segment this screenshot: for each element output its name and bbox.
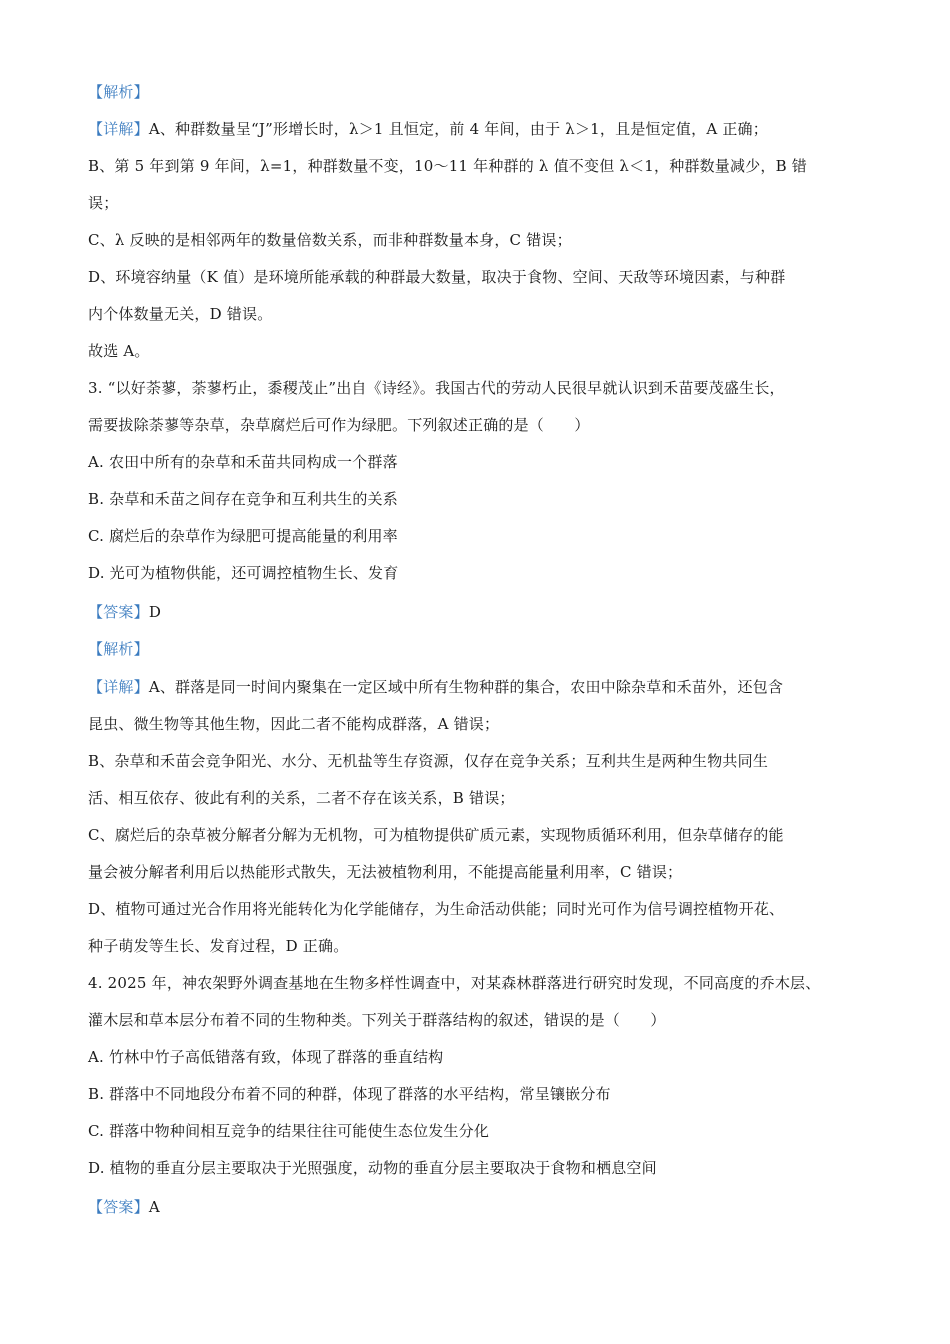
q3-option-b: B. 杂草和禾苗之间存在竞争和互利共生的关系 xyxy=(88,490,398,508)
q4-option-b: B. 群落中不同地段分布着不同的种群，体现了群落的水平结构，常呈镶嵌分布 xyxy=(88,1085,611,1103)
q3-detail-line: B、杂草和禾苗会竞争阳光、水分、无机盐等生存资源，仅存在竞争关系；互利共生是两种生物共同生 xyxy=(88,752,769,770)
q4-stem-line: 灌木层和草本层分布着不同的生物种类。下列关于群落结构的叙述，错误的是（ ） xyxy=(88,1011,666,1029)
q3-option-a: A. 农田中所有的杂草和禾苗共同构成一个群落 xyxy=(88,453,398,471)
q3-detail-line: D、植物可通过光合作用将光能转化为化学能储存，为生命活动供能；同时光可作为信号调控植物开花、 xyxy=(88,900,785,918)
q3-detail-line: 【详解】A、群落是同一时间内聚集在一定区域中所有生物种群的集合，农田中除杂草和禾苗外，还包含 xyxy=(88,678,784,696)
q3-stem-line: 3. “以好荼蓼，荼蓼朽止，黍稷茂止”出自《诗经》。我国古代的劳动人民很早就认识到禾苗要茂盛生长， xyxy=(88,379,785,397)
q4-option-a: A. 竹林中竹子高低错落有致，体现了群落的垂直结构 xyxy=(88,1048,444,1066)
q3-stem-line: 需要拔除荼蓼等杂草，杂草腐烂后可作为绿肥。下列叙述正确的是（ ） xyxy=(88,416,590,434)
q3-detail-line: C、腐烂后的杂草被分解者分解为无机物，可为植物提供矿质元素，实现物质循环利用，但杂草储存的能 xyxy=(88,826,784,844)
q4-answer: 【答案】A xyxy=(88,1198,160,1216)
q3-option-c: C. 腐烂后的杂草作为绿肥可提高能量的利用率 xyxy=(88,527,398,545)
q4-stem-line: 4. 2025 年，神农架野外调查基地在生物多样性调查中，对某森林群落进行研究时发现，不同高度的乔木层、 xyxy=(88,974,821,992)
q2-detail-line: D、环境容纳量（K 值）是环境所能承载的种群最大数量，取决于食物、空间、天敌等环境因素，与种群 xyxy=(88,268,786,286)
q2-detail-line: 内个体数量无关，D 错误。 xyxy=(88,305,273,323)
q3-detail-line: 种子萌发等生长、发育过程，D 正确。 xyxy=(88,937,349,955)
q3-detail-line: 昆虫、微生物等其他生物，因此二者不能构成群落，A 错误； xyxy=(88,715,500,733)
q4-option-c: C. 群落中物种间相互竞争的结果往往可能使生态位发生分化 xyxy=(88,1122,490,1140)
q4-option-d: D. 植物的垂直分层主要取决于光照强度，动物的垂直分层主要取决于食物和栖息空间 xyxy=(88,1159,657,1177)
q3-option-d: D. 光可为植物供能，还可调控植物生长、发育 xyxy=(88,564,399,582)
q2-conclusion: 故选 A。 xyxy=(88,342,150,360)
q2-detail-line: 误； xyxy=(88,194,119,212)
q2-detail-line: B、第 5 年到第 9 年间，λ=1，种群数量不变，10～11 年种群的 λ 值不变但 λ＜1，种群数量减少，B 错 xyxy=(88,157,807,175)
q3-answer: 【答案】D xyxy=(88,603,162,621)
q3-detail-line: 活、相互依存、彼此有利的关系，二者不存在该关系，B 错误； xyxy=(88,789,515,807)
q3-analysis-label: 【解析】 xyxy=(88,640,149,658)
q2-analysis-label: 【解析】 xyxy=(88,83,149,101)
q2-detail-line: 【详解】A、种群数量呈“J”形增长时，λ＞1 且恒定，前 4 年间，由于 λ＞1，且是恒定值，A 正确； xyxy=(88,120,768,138)
q2-detail-line: C、λ 反映的是相邻两年的数量倍数关系，而非种群数量本身，C 错误； xyxy=(88,231,572,249)
q3-detail-line: 量会被分解者利用后以热能形式散失，无法被植物利用，不能提高能量利用率，C 错误； xyxy=(88,863,683,881)
